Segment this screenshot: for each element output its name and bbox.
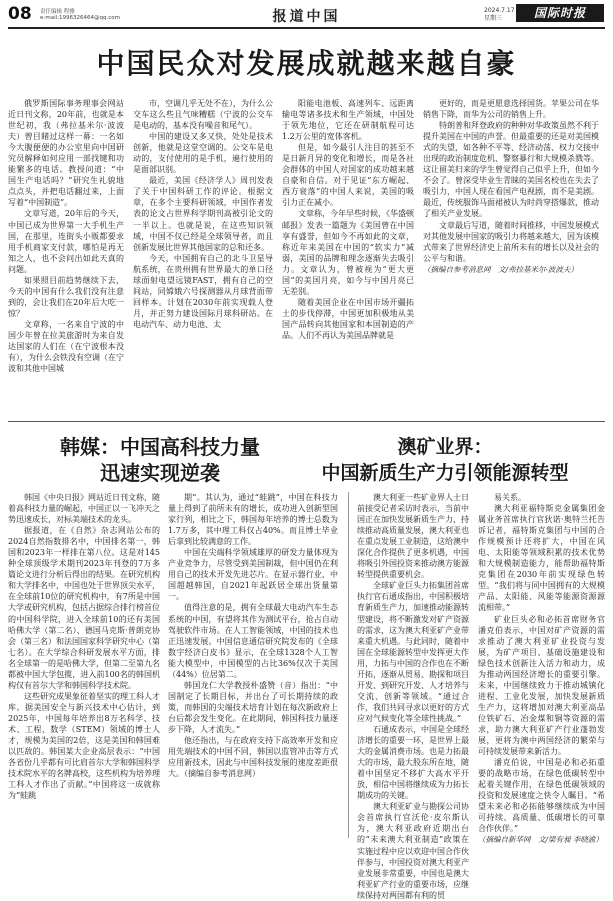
paragraph: 特朗普和拜登政府的种种对华政策虽然不利于提升美国在中国的声誉。但最重要的还是对美国模式的失望，如各种不平等、经济动荡、权力交接中出现的政治制度危机、警察暴行和大规模杀戮等。这让留美归来的学生曾觉得自己似乎上升，但如今不会了。曾深受毕业生青睐的美国名校也在失去了吸引力，中国人现在看国产电视剧，而不是美剧。最近，传统服饰马面裙被认为时尚穿搭爆款，推动了相关产业发展。 — [423, 121, 599, 219]
article1-column-3 — [282, 98, 414, 416]
headline-australia-line1: 澳矿业界： — [397, 436, 493, 458]
article1-column-2 — [133, 98, 273, 416]
paragraph: 韩国龙仁大学教授朴盛赞（音）指出：“中国制定了长期目标，并出台了可长期持续的政策，而韩国的尖端技术培育计划在每次新政府上台后都会发生变化。在此期间，韩国科技力量逐步下降，人才流失。” — [168, 680, 338, 734]
paragraph: 更好的，而是更愿意选择国货。苹果公司在华销售下降，而华为公司的销售上升。 — [423, 99, 599, 120]
headline-korea — [50, 434, 270, 486]
paragraph: （摘编自参考消息网 文/弗拉基米尔·波波夫） — [423, 264, 578, 274]
date-text: 2024.7.17 — [484, 7, 515, 14]
paragraph: 文章称，一名来自宁波的中国少年曾在拉美旅游时为来自发达国家的人们在（在宁波根本没有），为什么会铁没有空调（在宁波和其他中国城 — [8, 319, 124, 374]
paragraph: 中国在尖端科学领域雄厚的研发力量体现为产业竞争力，尽管受到美国制裁，但中国仍在利用自己的技术开发先进芯片。在显示器行业，中国超越韩国，自2021年起跃居全球出货量第一。 — [168, 548, 338, 602]
column-divider — [348, 492, 349, 838]
paragraph: 据报道，在《自然》杂志网站公布的2024自然指数排名中，中国排名第一，韩国和2023年一样排在第八位。这是对145种全球顶级学术期刊2023年刊登的7万多篇论文进行分析后得出的结果。在研究机构和大学排名中，中国也处于世界顶尖水平，在全球前10位的研究机构中，有7所是中国大学或研究机构，包括占据综合排行榜首位的中国科学院，进入全球前10的还有美国哈佛大学（第二名）、德国马克斯·普朗克协会（第三名）和法国国家科学研究中心（第七名）。在大学综合科研发展水平方面，排名全球第一的是哈佛大学，但第二至第九名都被中国大学包揽，进入前100名的韩国机构仅有首尔大学和韩国科学技术院。 — [8, 526, 160, 690]
paragraph: 易关系。 — [494, 493, 526, 502]
paragraph: 澳大利亚福特斯克金属集团金属业务首席执行官狄诺·奥特兰托告诉记者，福特斯克集团与中国的合作规模预计还将扩大，中国在风电、太阳能等领域积累的技术优势和大规模制造能力，能帮助福特斯克集团在2030年前实现绿色转型。“我们将与同中国拥有的大规模产品、太阳能、风能等能源资源源流相带。” — [478, 504, 605, 613]
paragraph: 文章最后写道，随着时间推移，中国发展模式对其他发展中国家的吸引力将越来越大，因为该模式带来了世界经济史上前所未有的增长以及社会的公平与和谐。 — [423, 220, 599, 263]
article3-column-2 — [478, 492, 605, 845]
paragraph: 如果照目前趋势继续下去，今天的中国有什么我们没有注意到的，会让我们在20年后大吃一惊？ — [8, 275, 124, 318]
paragraph: 他还指出，与在政府支持下高效率开发和应用先端技术的中国不同，韩国以监管冲击等方式应用新技术，因此与中国科技发展的速度差距很大。（摘编自参考消息网） — [168, 736, 338, 779]
paragraph: 韩国《中央日报》网站近日刊文称，随着高科技力量的崛起，中国正以一飞冲天之势迅速成长，对标美端技术的龙头。 — [8, 493, 160, 525]
paragraph: 潘克伯说，中国是必和必拓重要的战略市场，在绿色低碳转型中起着关键作用，在绿色低碳领域的投资和发展速度之快令人瞩目。“希望未来必和必拓能够继续成为中国可持续、高质量、低碳增长的可靠合作伙伴。” — [478, 758, 605, 834]
paragraph: 随着美国企业在中国市场开疆拓土的步伐停滞，中国更加积极地从美国产品转向其他国家和本国制造的产品。人们不再认为美国品牌就是 — [282, 297, 414, 340]
paragraph: 石通成表示，中国是全球经济增长的重要一环，是世界上最大的金属消费市场。也是力拓最大的市场，最大股东所在地，随着中国坚定不移扩大高水平开放，相信中国将继续成为力拓长期成功的关键。 — [357, 724, 469, 801]
page-header — [0, 0, 613, 30]
masthead-logo: 国际时报 — [516, 4, 604, 22]
paragraph: 澳大利亚矿业与勘探公司协会首席执行官沃伦·皮尔斯认为，澳大利亚政府近期出台的“未来澳大利亚制造”政策在实施过程中应以欢迎中国合作伙伴参与，中国投资对澳大利亚产业发展非常重要，中国也是澳大利亚矿产行业的重要市场，应继续保持对两国都有利的贸 — [357, 802, 469, 900]
article3-column-1 — [357, 492, 469, 900]
paragraph: （摘编自新华网 文/梁有昶 李晓渝） — [478, 835, 603, 845]
headline-australia — [300, 434, 590, 486]
section-divider — [8, 421, 605, 422]
headline-australia-line2: 中国新质生产力引领能源转型 — [321, 462, 569, 484]
article1-column-1 — [8, 98, 124, 416]
paragraph: 期”。其认为，通过“蛙跳”，中国在科技力量上得到了前所未有的增长，成功进入创新型国家行列，相比之下，韩国每年培养的博士总数为1.7万多，其中理工科仅占40%。而且博士毕业后拿到比较满意的工作。 — [168, 493, 338, 547]
section-title: 报道中国 — [272, 9, 341, 25]
paragraph: 市，空调几乎无处不在），为什么公交车这么些且气味糟糕（宁波的公交车是电动的，基本没有噪音和尾气）。 — [133, 99, 273, 131]
page-number: 08 — [8, 4, 32, 24]
weekday-text: 星期三 — [484, 15, 503, 22]
paragraph: 俄罗斯国际事务理事会网站近日刊文称，20年前，也就是本世纪初，我（弗拉基米尔·波波夫）曾目睹过这样一幕：一名如今大腹便便的办公室里向中国研究员解释如何应用一部找键和功能繁多的电话。教授问道：“中国生产电话吗？”研究生礼貌地点点头，并把电话翻过来，上面写着“中国制造”。 — [8, 99, 124, 208]
paragraph: 这些研究成果象征着坚实的理工科人才库。据美国安全与新兴技术中心估计，到2025年，中国每年培养出8万名科学、技术、工程、数学（STEM）领域的博士人才，规模为美国的2倍，这是美国和韩国难以匹敌的。韩国某大企业高层表示：“中国各省份几乎都有可比肩首尔大学和韩国科学技术院水平的名牌高校，这些机构为培养理工科人才作出了贡献。”中国将这一成就称为“蛙跳 — [8, 691, 160, 801]
editor-line: 责任编辑 程雅 — [40, 9, 75, 15]
paragraph: 中国的建设又多又快，处处是技术创新，他就是这堂空调的。公交车是电动的，支付使用的是手机，遍行使用的是面部识别。 — [133, 132, 273, 175]
paragraph: 矿业巨头必和必拓首席财务官潘克伯表示，中国对矿产资源的需求推动了澳大利亚矿业投资与发展，为矿产项目、基础设施建设和绿色技术创新注入活力和动力，成为推动两国经济增长的重要引擎。未来，中国继续致力于推动城镇化进程、工业化发展，加快发展新质生产力，这将增加对澳大利亚高品位铁矿石、冶金煤和铜等资源的需求，助力澳大利亚矿产行业蓬勃发展，更将为澳中两国经济的繁荣与可持续发展带来新活力。 — [478, 614, 605, 757]
headline-main: 中国民众对发展成就越来越自豪 — [96, 47, 517, 80]
issue-date — [484, 7, 515, 23]
paragraph: 全球矿业巨头力拓集团首席执行官石通成指出，中国积极培育新质生产力，加速推动能源转型建设，将不断激发对矿产资源的需求，这为澳大利亚矿产业带来重大机遇。与此同时，随着中国在全球能源转型中发挥更大作用，力拓与中国的合作也在不断开拓，逐渐从贸易、勘探和项目开发、到研究开发、人才培养与交流、创新等领域。“通过合作，我们共同寻求以更好的方式应对气候变化等全球性挑战。” — [357, 581, 469, 723]
header-rule — [8, 27, 605, 29]
headline-korea-line2: 迅速实现逆袭 — [100, 461, 220, 485]
paragraph: 最近，美国《经济学人》周刊发表了关于中国科研工作的评论。根据文章，在多个主要科研领域，中国作者发表的论文占世界科学期刊高被引论文的一半以上。也就是说，在这些知识领域，中国不仅已经是全球领导者，而且创新发展比世界其他国家的总和还多。 — [133, 176, 273, 252]
paragraph: 阳能电池板、高速列车、远距离输电等诸多技术和生产领域，中国处于领先地位，它还在研制航程可达1.2万公里的宽体客机。 — [282, 99, 414, 142]
paragraph: 值得注意的是，拥有全球最大电动汽车生态系统的中国，有望将其作为测试平台，抢占自动驾驶软件市场。在人工智能领域，中国的技术也正迅速发展。中国信息通信研究院发布的《全球数字经济白皮书》显示，在全球1328个人工智能大模型中，中国模型的占比36%仅次于美国（44%）位居第二。 — [168, 603, 338, 679]
article1-column-4 — [423, 98, 599, 416]
paragraph: 文章写道，20年后的今天，中国已成为世界第一大手机生产国，在那里，连街头小贩都要求用手机商家支付款，哪怕是再无知之人，也不会问出如此天真的问题。 — [8, 209, 124, 274]
article2-column-1 — [8, 492, 160, 840]
paragraph: 今天，中国拥有自己的北斗卫星导航系统，在贵州拥有世界最大的单口径球面射电望远镜FAST，拥有自己的空间站，同嫦娥六号探测器从月球背面带回样本。计划在2030年前实现载人登月，并正努力建设国际月球科研站。在电动汽车、动力电池、太 — [133, 253, 273, 329]
email-line: e-mail:1996326464@qq.com — [40, 15, 120, 21]
paragraph: 但是，如今最引人注目的甚至不是日新月异的变化和增长，而是各社会群体的中国人对国家的成功越来越自豪和自信。对于见证“东方崛起、西方衰落”的中国人来说，美国的吸引力正在减小。 — [282, 143, 414, 208]
headline-korea-line1: 韩媒：中国高科技力量 — [60, 435, 260, 459]
paragraph: 澳大利亚一些矿业界人士日前接受记者采访时表示，当前中国正在加快发展新质生产力，持续推动高质量发展，澳大利亚也在重点发展工业制造，这给澳中深化合作提供了更多机遇，中国将吸引外国投资来推动澳方能源转型提供重要机会。 — [357, 493, 469, 580]
paragraph: 文章称，今年早些时候，《华盛顿邮报》发表一篇题为《美国曾在中国享有盛誉，但如今不再如此的文章，称近年来美国在中国的“软实力”减弱，美国的品牌和理念逐渐失去吸引力。文章认为，曾被视为“更大更国”的美国月亮，如今与中国月亮已无差别。 — [282, 209, 414, 296]
article2-column-2 — [168, 492, 338, 840]
